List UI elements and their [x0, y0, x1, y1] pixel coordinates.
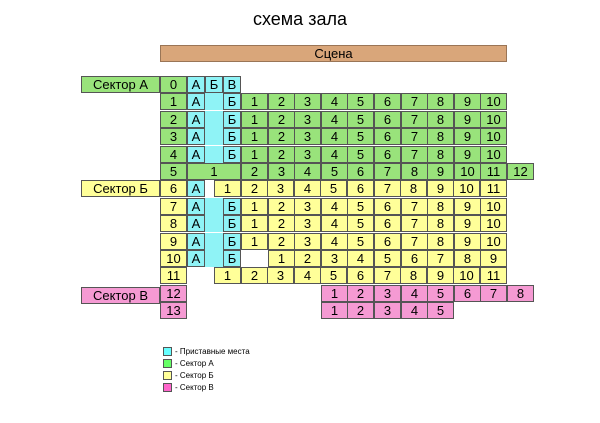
seat: 4: [347, 250, 374, 267]
seat: 4: [294, 267, 321, 284]
seat: 10: [453, 267, 480, 284]
seat: 4: [321, 215, 348, 232]
seat: 7: [427, 250, 454, 267]
seat: 3: [268, 163, 295, 180]
seat: 7: [401, 146, 428, 163]
legend-item: [163, 359, 214, 369]
seat: 5: [320, 180, 347, 197]
seat: 3: [294, 146, 321, 163]
seat: 2: [268, 146, 295, 163]
seat: 7: [401, 233, 428, 250]
seat: 8: [401, 163, 428, 180]
seat: 6: [374, 128, 401, 145]
seat: 1: [241, 146, 268, 163]
seat: 3: [294, 198, 321, 215]
seat: 10: [480, 111, 507, 128]
legend-label: - Приставные места: [175, 347, 250, 356]
aux-gap: [205, 198, 223, 215]
row-number: 3: [160, 128, 187, 145]
seat: 3: [294, 233, 321, 250]
aux-seat: А: [187, 128, 205, 145]
seat: 3: [374, 302, 401, 319]
seat: 7: [401, 111, 428, 128]
seat: 6: [347, 267, 374, 284]
legend-label: - Сектор Б: [175, 371, 214, 380]
seat: 9: [454, 146, 481, 163]
seat: 1: [214, 180, 241, 197]
seat: 5: [321, 163, 348, 180]
seat: 4: [401, 302, 428, 319]
aux-seat: Б: [205, 76, 223, 93]
sector-a-label: Сектор А: [81, 76, 160, 93]
seat: 1: [241, 233, 268, 250]
seat: 8: [400, 180, 427, 197]
seat: 11: [480, 267, 507, 284]
seat: 1: [321, 302, 348, 319]
seat: 10: [480, 215, 507, 232]
seat: 1: [241, 198, 268, 215]
aux-gap: [205, 250, 223, 267]
seat: 2: [347, 302, 374, 319]
seat: 9: [427, 163, 454, 180]
seat: 1: [321, 285, 348, 302]
seat: 3: [374, 285, 401, 302]
seat: 6: [401, 250, 428, 267]
seat: 3: [294, 111, 321, 128]
seat: 4: [294, 163, 321, 180]
seat: 5: [347, 215, 374, 232]
aux-seat: А: [187, 180, 205, 197]
aux-seat: А: [187, 198, 205, 215]
aux-gap: [205, 146, 223, 163]
seat: 8: [507, 285, 534, 302]
row-number: 1: [160, 93, 187, 110]
sector-b-label: Сектор Б: [81, 180, 160, 197]
row-number: 8: [160, 215, 187, 232]
seat: 4: [321, 111, 348, 128]
seat: 9: [454, 93, 481, 110]
legend-swatch: [163, 359, 172, 368]
seat: 9: [427, 267, 454, 284]
seat: 9: [454, 233, 481, 250]
seat: 1: [268, 250, 295, 267]
aux-seat: Б: [223, 215, 241, 232]
seat: 4: [294, 180, 321, 197]
seat: 1: [241, 128, 268, 145]
seat: 5: [427, 302, 454, 319]
seat: 2: [268, 128, 295, 145]
seat: 6: [374, 146, 401, 163]
seat: 3: [294, 215, 321, 232]
seat: 10: [454, 163, 481, 180]
seat: 1: [241, 93, 268, 110]
seat: 11: [480, 163, 507, 180]
seat: 7: [401, 198, 428, 215]
aux-gap: [205, 93, 223, 110]
legend-swatch: [163, 383, 172, 392]
seat: 7: [480, 285, 507, 302]
seat: 2: [268, 215, 295, 232]
row-number: 7: [160, 198, 187, 215]
seat: 8: [427, 111, 454, 128]
page-title: схема зала: [253, 9, 347, 29]
seat: 6: [374, 215, 401, 232]
seat: 6: [374, 111, 401, 128]
seat: 6: [454, 285, 481, 302]
seat: 8: [427, 233, 454, 250]
aux-seat: Б: [223, 250, 241, 267]
legend-swatch: [163, 347, 172, 356]
seat: 2: [241, 267, 268, 284]
seat: 3: [267, 267, 294, 284]
row-number: 9: [160, 233, 187, 250]
aux-seat: А: [187, 146, 205, 163]
legend-item: [163, 371, 214, 381]
seat: 1: [241, 215, 268, 232]
seat: 4: [401, 285, 428, 302]
seat: 10: [480, 128, 507, 145]
aux-seat: Б: [223, 128, 241, 145]
aux-seat: Б: [223, 146, 241, 163]
seat: 4: [321, 93, 348, 110]
seat: 2: [294, 250, 321, 267]
seat: 6: [374, 233, 401, 250]
seat: 2: [268, 111, 295, 128]
seat: 7: [401, 93, 428, 110]
seat: 6: [374, 93, 401, 110]
seat: 1: [187, 163, 241, 180]
aux-gap: [205, 233, 223, 250]
seat: 5: [320, 267, 347, 284]
seat: 9: [454, 111, 481, 128]
seat: 2: [268, 93, 295, 110]
seat: 3: [321, 250, 348, 267]
seat: 2: [268, 198, 295, 215]
seat: 10: [480, 198, 507, 215]
seat: 5: [347, 146, 374, 163]
seat: 8: [427, 128, 454, 145]
seat: 5: [347, 233, 374, 250]
aux-seat: А: [187, 111, 205, 128]
seat: 10: [480, 146, 507, 163]
seat: 9: [454, 198, 481, 215]
aux-seat: А: [187, 215, 205, 232]
seat: 9: [454, 128, 481, 145]
aux-seat: А: [187, 233, 205, 250]
legend-swatch: [163, 371, 172, 380]
seat: 3: [294, 93, 321, 110]
aux-seat: Б: [223, 93, 241, 110]
sector-c-label: Сектор В: [81, 287, 160, 304]
seat: 5: [374, 250, 401, 267]
aux-gap: [205, 215, 223, 232]
seat: 4: [321, 198, 348, 215]
row-number: 5: [160, 163, 187, 180]
seat: 6: [347, 163, 374, 180]
seat: 2: [241, 163, 268, 180]
aux-seat: А: [187, 76, 205, 93]
seat: 9: [454, 215, 481, 232]
legend-label: - Сектор А: [175, 359, 214, 368]
seat: 8: [427, 93, 454, 110]
seat: 7: [374, 180, 401, 197]
seat: 2: [241, 180, 268, 197]
row-number: 13: [160, 302, 187, 319]
seat: 5: [347, 111, 374, 128]
aux-seat: А: [187, 250, 205, 267]
row-number: 10: [160, 250, 187, 267]
seat: 5: [347, 128, 374, 145]
seat: 10: [453, 180, 480, 197]
seat: 8: [400, 267, 427, 284]
row-number: 4: [160, 146, 187, 163]
aux-seat: А: [187, 93, 205, 110]
seat: 1: [214, 267, 241, 284]
seat: 8: [454, 250, 481, 267]
seat: 6: [374, 198, 401, 215]
seat: 7: [401, 128, 428, 145]
row-number: 2: [160, 111, 187, 128]
seat: 12: [507, 163, 534, 180]
seat: 10: [480, 233, 507, 250]
stage-label: Сцена: [160, 45, 507, 62]
seat: 7: [401, 215, 428, 232]
aux-gap: [205, 111, 223, 128]
legend-item: [163, 347, 250, 357]
seat: 7: [374, 163, 401, 180]
seat: 4: [321, 233, 348, 250]
seat: 10: [480, 93, 507, 110]
row-number: 6: [160, 180, 187, 197]
seat: 8: [427, 215, 454, 232]
seat: 5: [427, 285, 454, 302]
seat: 5: [347, 93, 374, 110]
aux-gap: [205, 128, 223, 145]
seat: 9: [480, 250, 507, 267]
row-number: 12: [160, 285, 187, 302]
aux-seat: Б: [223, 233, 241, 250]
seat: 4: [321, 146, 348, 163]
seat: 2: [347, 285, 374, 302]
seat: 2: [268, 233, 295, 250]
seat: 11: [480, 180, 507, 197]
aux-seat: В: [223, 76, 241, 93]
seat: 7: [374, 267, 401, 284]
row-number: 0: [160, 76, 187, 93]
seat: 8: [427, 198, 454, 215]
legend-label: - Сектор В: [175, 383, 214, 392]
legend-item: [163, 383, 214, 393]
row-number: 11: [160, 267, 187, 284]
seat: 4: [321, 128, 348, 145]
seat: 8: [427, 146, 454, 163]
aux-seat: Б: [223, 198, 241, 215]
seat: 3: [267, 180, 294, 197]
aux-seat: Б: [223, 111, 241, 128]
seat: 3: [294, 128, 321, 145]
seat: 6: [347, 180, 374, 197]
seat: 5: [347, 198, 374, 215]
seat: 1: [241, 111, 268, 128]
seat: 9: [427, 180, 454, 197]
